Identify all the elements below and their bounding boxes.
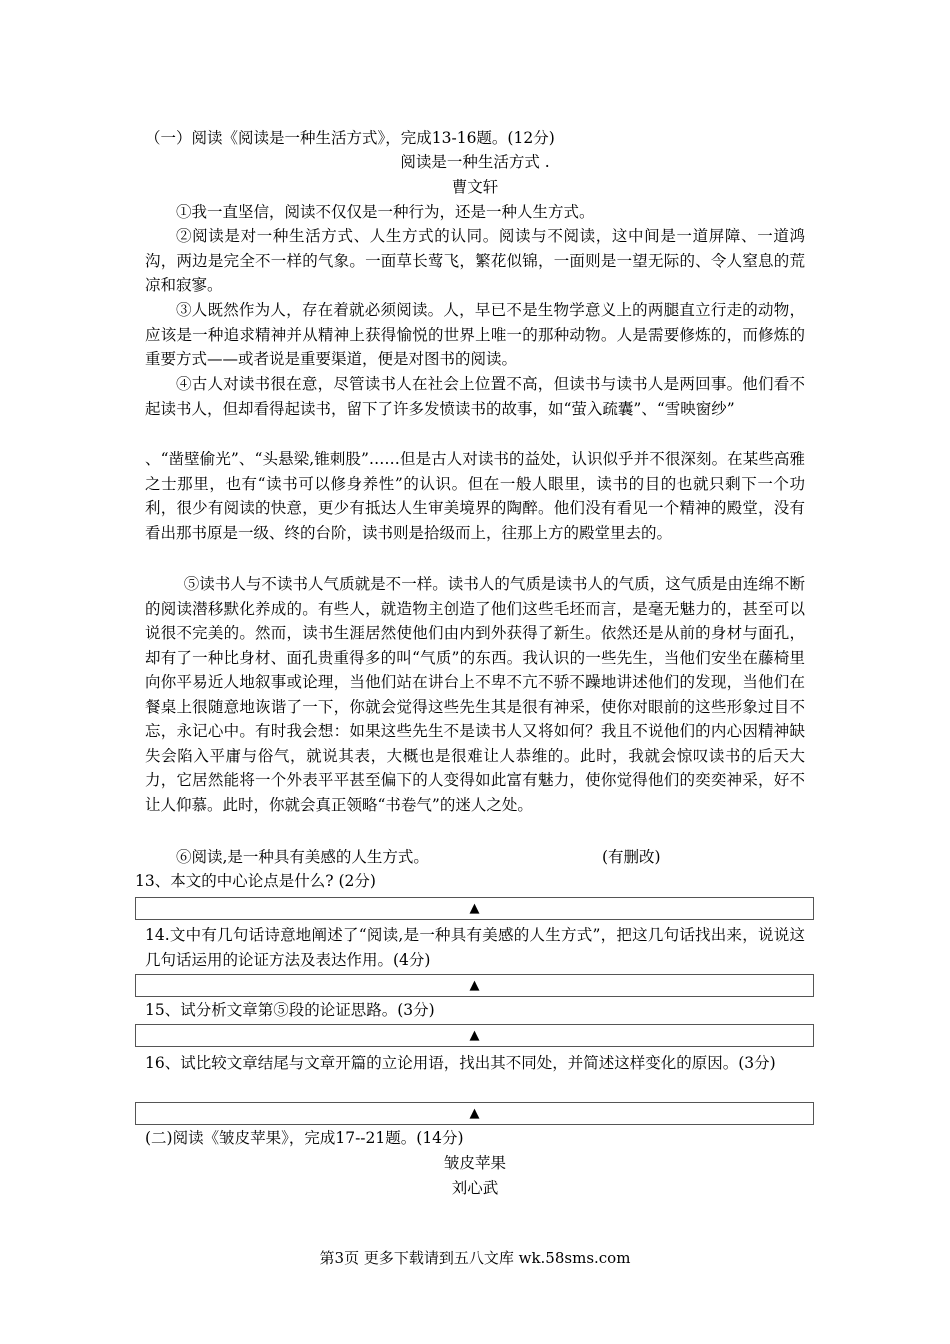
revision-note: (有删改) [602,848,661,866]
section2-article-title: 皱皮苹果 [443,1154,506,1172]
article-title: 阅读是一种生活方式 . [400,153,550,171]
question-15: 15、试分析文章第⑤段的论证思路。(3分) [145,1001,435,1019]
answer-box-14[interactable]: ▲ [135,974,814,997]
paragraph-5: ⑤读书人与不读书人气质就是不一样。读书人的气质是读书人的气质，这气质是由连绵不断的阅读潜移默化养成的。有些人，就造物主创造了他们这些毛坯而言，是毫无魅力的，甚至可以说很不完美的。然而，读书生涯居然使他们由内到外获得了新生。依然还是从前的身材与面孔，却有了一种比身材、面孔贵重得多的叫“气质”的东西。我认识的一些先生，当他们安坐在藤椅里向你平易近人地叙事或论理，当他们站在讲台上不卑不亢不骄不躁地讲述他们的发现，当他们在餐桌上很随意地诙谐了一下，你就会觉得这些先生其是很有神采，使你对眼前的这些形象过目不忘，永记心中。有时我会想：如果这些先生不是读书人又将如何？我且不说他们的内心因精神缺失会陷入平庸与俗气，就说其表，大概也是很难让人恭维的。此时，我就会惊叹读书的后天大力，它居然能将一个外表平平甚至偏下的人变得如此富有魅力，使你觉得他们的奕奕神采，好不让人仰慕。此时，你就会真正领略“书卷气”的迷人之处。 [145,575,805,814]
section1-heading: （一）阅读《阅读是一种生活方式》，完成13-16题。(12分) [145,129,555,147]
answer-box-15[interactable]: ▲ [135,1024,814,1047]
answer-box-13[interactable]: ▲ [135,897,814,920]
paragraph-4: ④古人对读书很在意，尽管读书人在社会上位置不高，但读书与读书人是两回事。他们看不起读书人，但却看得起读书，留下了许多发愤读书的故事，如“萤入疏囊”、“雪映窗纱” [145,375,805,418]
paragraph-2: ②阅读是对一种生活方式、人生方式的认同。阅读与不阅读，这中间是一道屏障、一道鸿沟，两边是完全不一样的气象。一面草长莺飞，繁花似锦，一面则是一望无际的、令人窒息的荒凉和寂寥。 [145,227,805,294]
section2-heading: (二)阅读《皱皮苹果》，完成17--21题。(14分) [145,1129,464,1147]
paragraph-6-text: ⑥阅读,是一种具有美感的人生方式。 [176,848,429,866]
paragraph-4-continued: 、“凿壁偷光”、“头悬梁,锥刺股”……但是古人对读书的益处，认识似乎并不很深刻。在某些高雅之士那里，也有“读书可以修身养性”的认识。但在一般人眼里，读书的目的也就只剩下一个功利，很少有阅读的快意，更少有抵达人生审美境界的陶醉。他们没有看见一个精神的殿堂，没有看出那书原是一级、终的台阶，读书则是拾级而上，往那上方的殿堂里去的。 [145,450,805,542]
article-author: 曹文轩 [451,178,499,196]
question-13: 13、本文的中心论点是什么? (2分) [135,872,376,890]
answer-box-16[interactable]: ▲ [135,1102,814,1125]
paragraph-1: ①我一直坚信，阅读不仅仅是一种行为，还是一种人生方式。 [176,203,595,221]
paragraph-3: ③人既然作为人，存在着就必须阅读。人，早已不是生物学意义上的两腿直立行走的动物，应该是一种追求精神并从精神上获得愉悦的世界上唯一的那种动物。人是需要修炼的，而修炼的重要方式——或者说是重要渠道，便是对图书的阅读。 [145,301,805,368]
question-14: 14.文中有几句话诗意地阐述了“阅读,是一种具有美感的人生方式”，把这几句话找出来，说说这几句话运用的论证方法及表达作用。(4分) [145,926,805,969]
paragraph-6 [145,845,805,870]
section2-author: 刘心武 [451,1179,499,1197]
question-16: 16、试比较文章结尾与文章开篇的立论用语，找出其不同处，并简述这样变化的原因。(3分) [145,1054,776,1072]
page-footer: 第3页 更多下载请到五八文库 wk.58sms.com [319,1249,631,1267]
